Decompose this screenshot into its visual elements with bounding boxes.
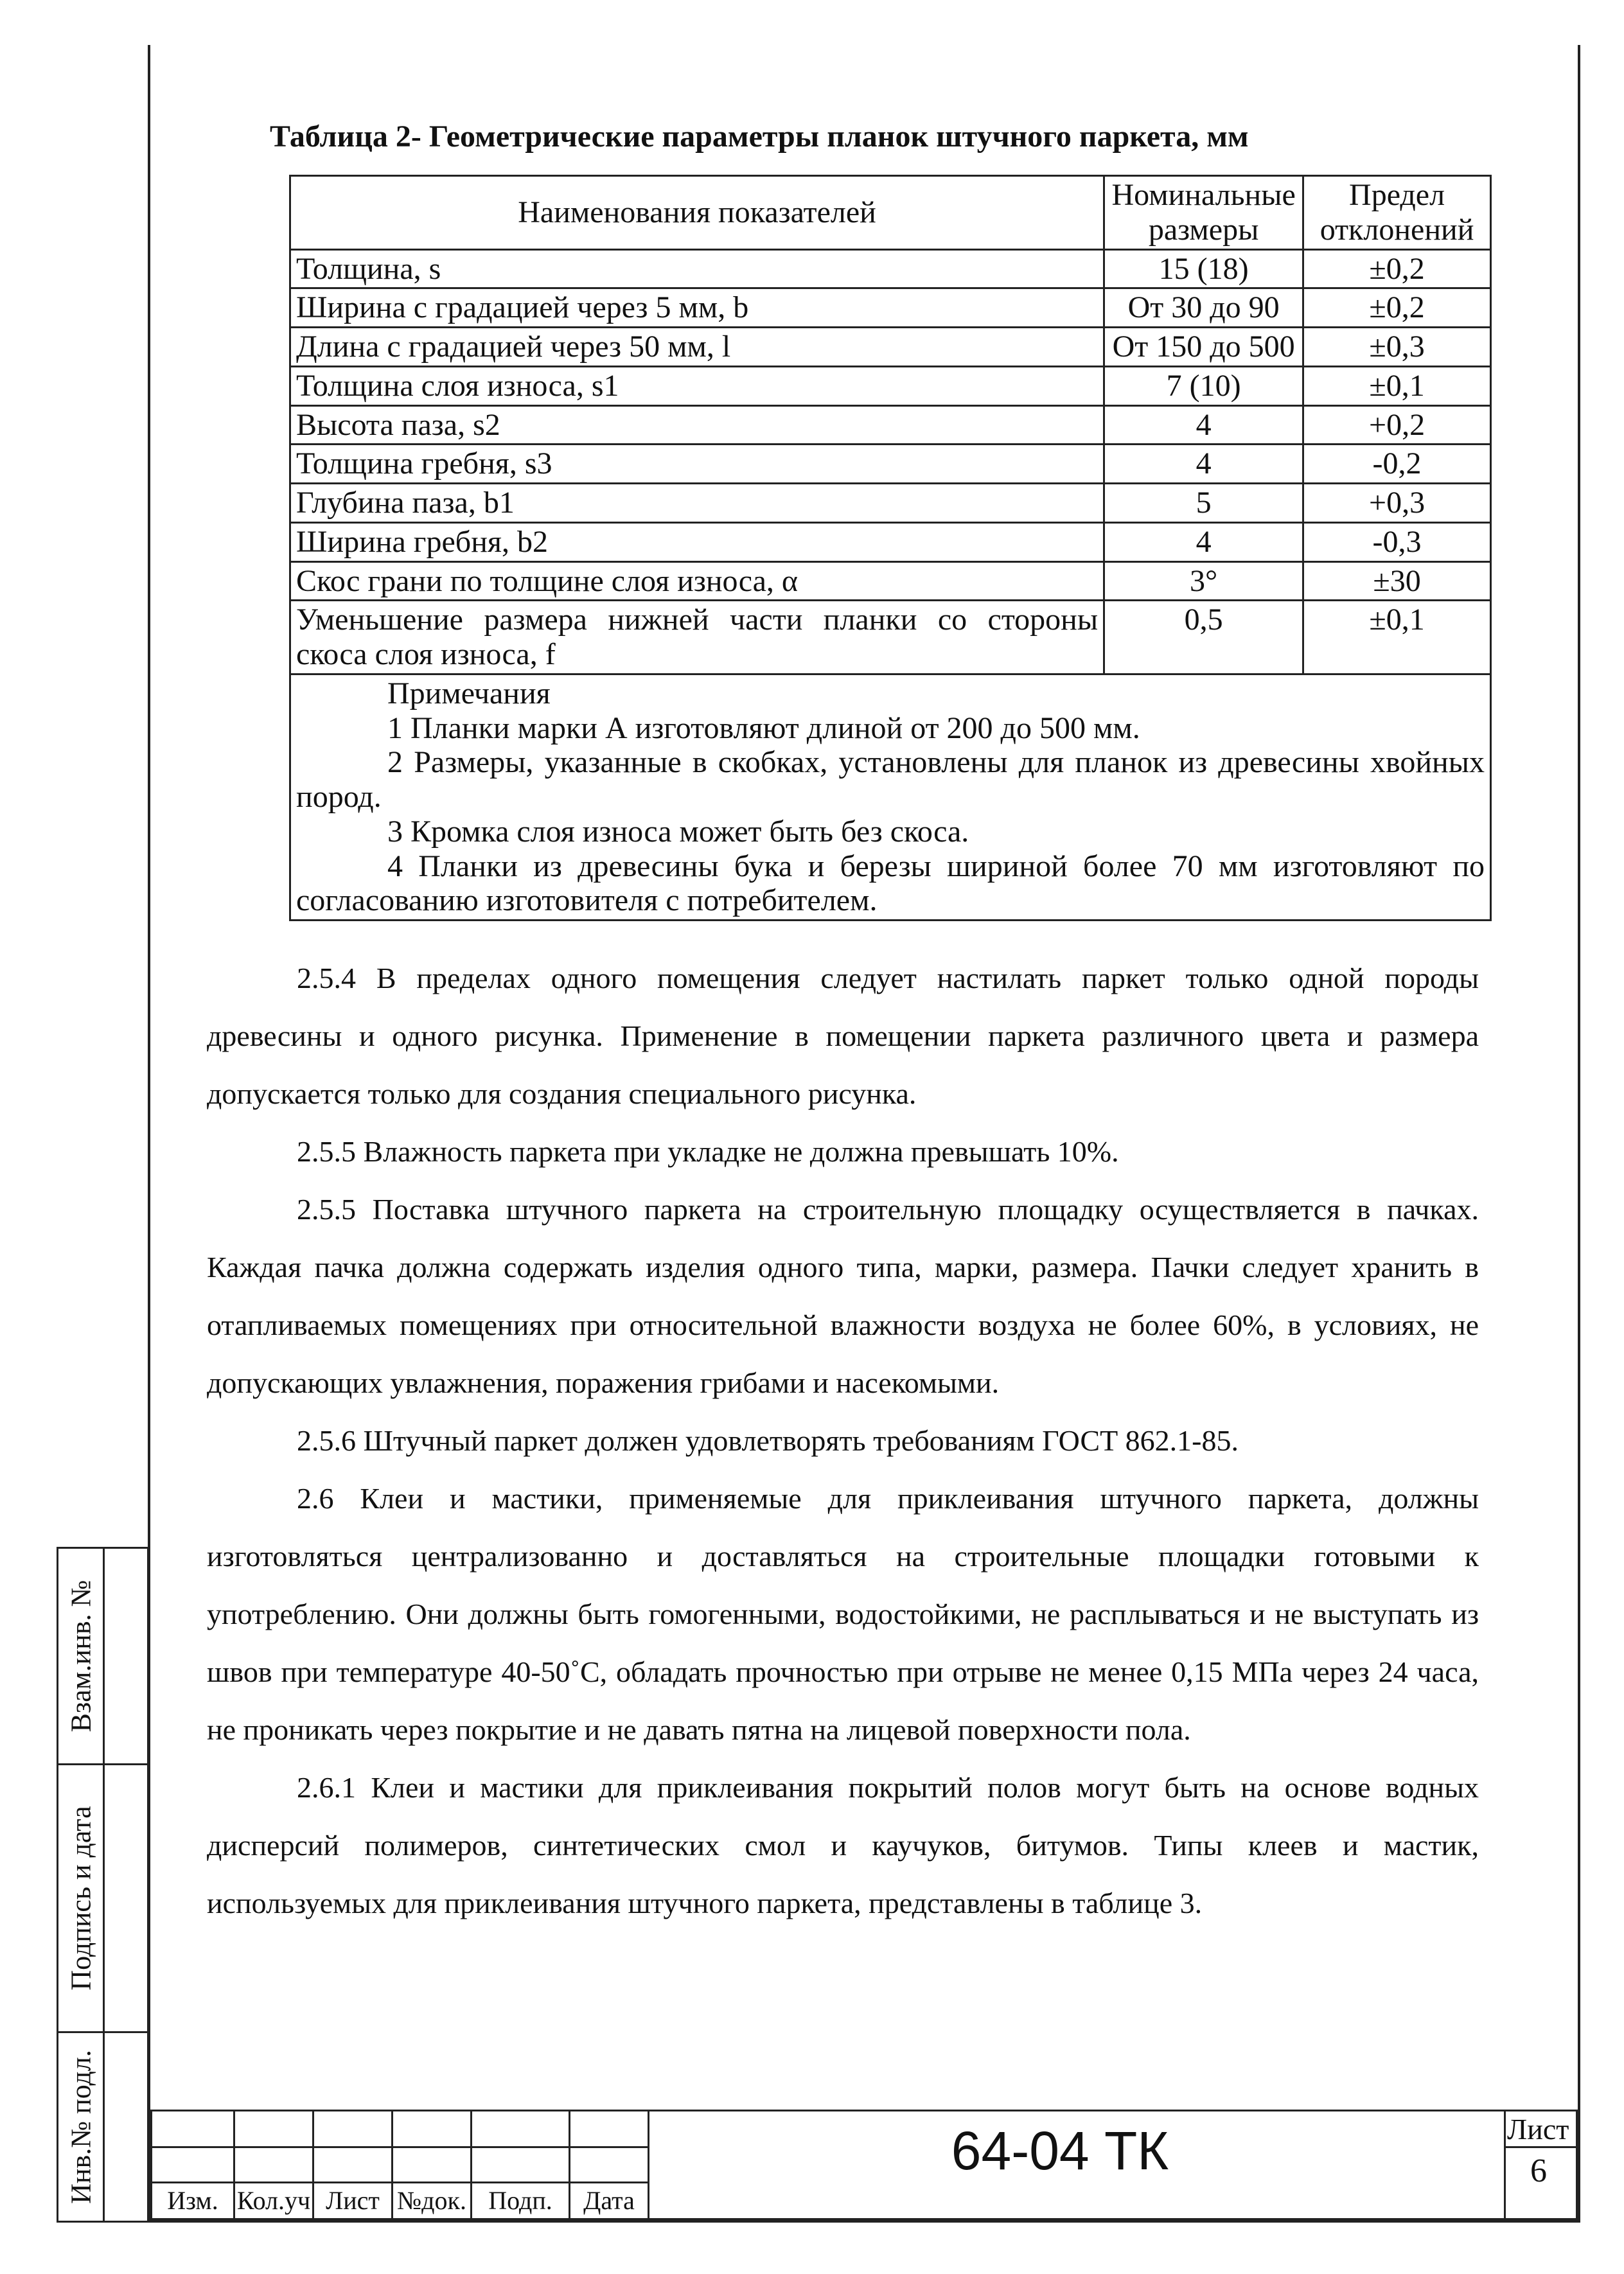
header-nominal: Номинальные размеры xyxy=(1104,176,1303,250)
cell-tolerance: ±0,2 xyxy=(1303,288,1491,328)
table-row xyxy=(290,366,1491,405)
table-notes-row xyxy=(290,674,1491,920)
paragraph-2-5-5-delivery: 2.5.5 Поставка штучного паркета на строительную площадку осуществляется в пачках. Каждая пачка должна содержать изделия одного типа, марки, размера. Пачки следует хранить в отапливаемых помещениях при относительной влажности воздуха не более 60%, в условиях, не допускающих увлажнения, поражения грибами и насекомыми. xyxy=(207,1193,1479,1399)
frame-bottom-border xyxy=(148,2220,1580,2223)
header-name: Наименования показателей xyxy=(290,176,1104,250)
paragraph-2-5-6: 2.5.6 Штучный паркет должен удовлетворять требованиям ГОСТ 862.1-85. xyxy=(297,1424,1239,1457)
cell-tolerance: ±0,1 xyxy=(1303,601,1491,674)
cell-parameter: Толщина гребня, s3 xyxy=(290,445,1104,484)
header-tolerance: Предел отклонений xyxy=(1303,176,1491,250)
parameters-table xyxy=(289,175,1492,921)
side-stamp-inv-orig-label: Инв.№ подл. xyxy=(65,2050,96,2204)
paragraph-2-6: 2.6 Клеи и мастики, применяемые для приклеивания штучного паркета, должны изготовляться централизованно и доставляться на строительные площадки готовыми к употреблению. Они должны быть гомогенными, водостойкими, не расплываться и не выступать из швов при температуре 40-50˚С, обладать прочностью при отрыве не менее 0,15 МПа через 24 часа, не проникать через покрытие и не давать пятна на лицевой поверхности пола. xyxy=(207,1482,1479,1746)
cell-nominal: 4 xyxy=(1104,405,1303,445)
side-stamp-inv-orig xyxy=(57,2031,149,2223)
cell-parameter: Уменьшение размера нижней части планки со стороны скоса слоя износа, f xyxy=(290,601,1104,674)
cell-tolerance: +0,3 xyxy=(1303,484,1491,523)
cell-tolerance: +0,2 xyxy=(1303,405,1491,445)
cell-nominal: 15 (18) xyxy=(1104,249,1303,288)
side-stamp-sign-date xyxy=(57,1763,149,2033)
sheet-number: 6 xyxy=(1530,2153,1547,2189)
cell-nominal: 4 xyxy=(1104,445,1303,484)
note-4: 4 Планки из древесины бука и березы шириной более 70 мм изготовляют по согласованию изготовителя с потребителем. xyxy=(296,849,1485,918)
col-list: Лист xyxy=(326,2186,380,2215)
side-stamp-sign-date-label: Подпись и дата xyxy=(65,1806,96,1991)
paragraph-2-5-4: 2.5.4 В пределах одного помещения следует настилать паркет только одной породы древесины и одного рисунка. Применение в помещении паркета различного цвета и размера допускается только для создания специального рисунка. xyxy=(207,962,1479,1110)
cell-nominal: 7 (10) xyxy=(1104,366,1303,405)
cell-parameter: Глубина паза, b1 xyxy=(290,484,1104,523)
cell-tolerance: ±0,1 xyxy=(1303,366,1491,405)
frame-right-border xyxy=(1578,45,1580,2223)
cell-parameter: Скос грани по толщине слоя износа, α xyxy=(290,561,1104,601)
cell-nominal: 4 xyxy=(1104,522,1303,561)
cell-tolerance: ±0,3 xyxy=(1303,328,1491,367)
table-title: Таблица 2- Геометрические параметры планок штучного паркета, мм xyxy=(270,119,1249,154)
cell-parameter: Высота паза, s2 xyxy=(290,405,1104,445)
col-data: Дата xyxy=(583,2186,635,2215)
note-2: 2 Размеры, указанные в скобках, установлены для планок из древесины хвойных пород. xyxy=(296,745,1485,814)
cell-tolerance: ±30 xyxy=(1303,561,1491,601)
table-row xyxy=(290,561,1491,601)
cell-nominal: 0,5 xyxy=(1104,601,1303,674)
sheet-label: Лист xyxy=(1507,2113,1569,2146)
notes-title: Примечания xyxy=(387,676,551,710)
cell-nominal: От 30 до 90 xyxy=(1104,288,1303,328)
cell-tolerance: -0,2 xyxy=(1303,445,1491,484)
table-row xyxy=(290,328,1491,367)
cell-nominal: 5 xyxy=(1104,484,1303,523)
table-row xyxy=(290,445,1491,484)
col-kol-uch: Кол.уч xyxy=(236,2186,311,2215)
side-stamp-replace-inv xyxy=(57,1547,149,1765)
cell-nominal: От 150 до 500 xyxy=(1104,328,1303,367)
cell-parameter: Ширина гребня, b2 xyxy=(290,522,1104,561)
note-1: 1 Планки марки А изготовляют длиной от 200 до 500 мм. xyxy=(387,710,1140,745)
cell-tolerance: -0,3 xyxy=(1303,522,1491,561)
cell-parameter: Длина с градацией через 50 мм, l xyxy=(290,328,1104,367)
table-row xyxy=(290,484,1491,523)
col-podp: Подп. xyxy=(488,2186,552,2215)
table-row xyxy=(290,601,1491,674)
body-text xyxy=(207,949,1479,1932)
cell-parameter: Толщина, s xyxy=(290,249,1104,288)
cell-parameter: Ширина с градацией через 5 мм, b xyxy=(290,288,1104,328)
paragraph-2-5-5-humidity: 2.5.5 Влажность паркета при укладке не должна превышать 10%. xyxy=(297,1135,1119,1168)
note-3: 3 Кромка слоя износа может быть без скоса. xyxy=(387,814,969,849)
col-izm: Изм. xyxy=(167,2186,218,2215)
table-row xyxy=(290,249,1491,288)
paragraph-2-6-1: 2.6.1 Клеи и мастики для приклеивания покрытий полов могут быть на основе водных дисперсий полимеров, синтетических смол и каучуков, битумов. Типы клеев и мастик, используемых для приклеивания штучного паркета, представлены в таблице 3. xyxy=(207,1771,1479,1919)
table-row xyxy=(290,405,1491,445)
cell-tolerance: ±0,2 xyxy=(1303,249,1491,288)
cell-nominal: 3° xyxy=(1104,561,1303,601)
document-code: 64-04 ТК xyxy=(951,2120,1169,2181)
cell-parameter: Толщина слоя износа, s1 xyxy=(290,366,1104,405)
col-ndok: №док. xyxy=(397,2186,466,2215)
table-row xyxy=(290,522,1491,561)
table-row xyxy=(290,288,1491,328)
side-stamp-replace-inv-label: Взам.инв. № xyxy=(65,1580,96,1732)
table-header-row xyxy=(290,176,1491,250)
